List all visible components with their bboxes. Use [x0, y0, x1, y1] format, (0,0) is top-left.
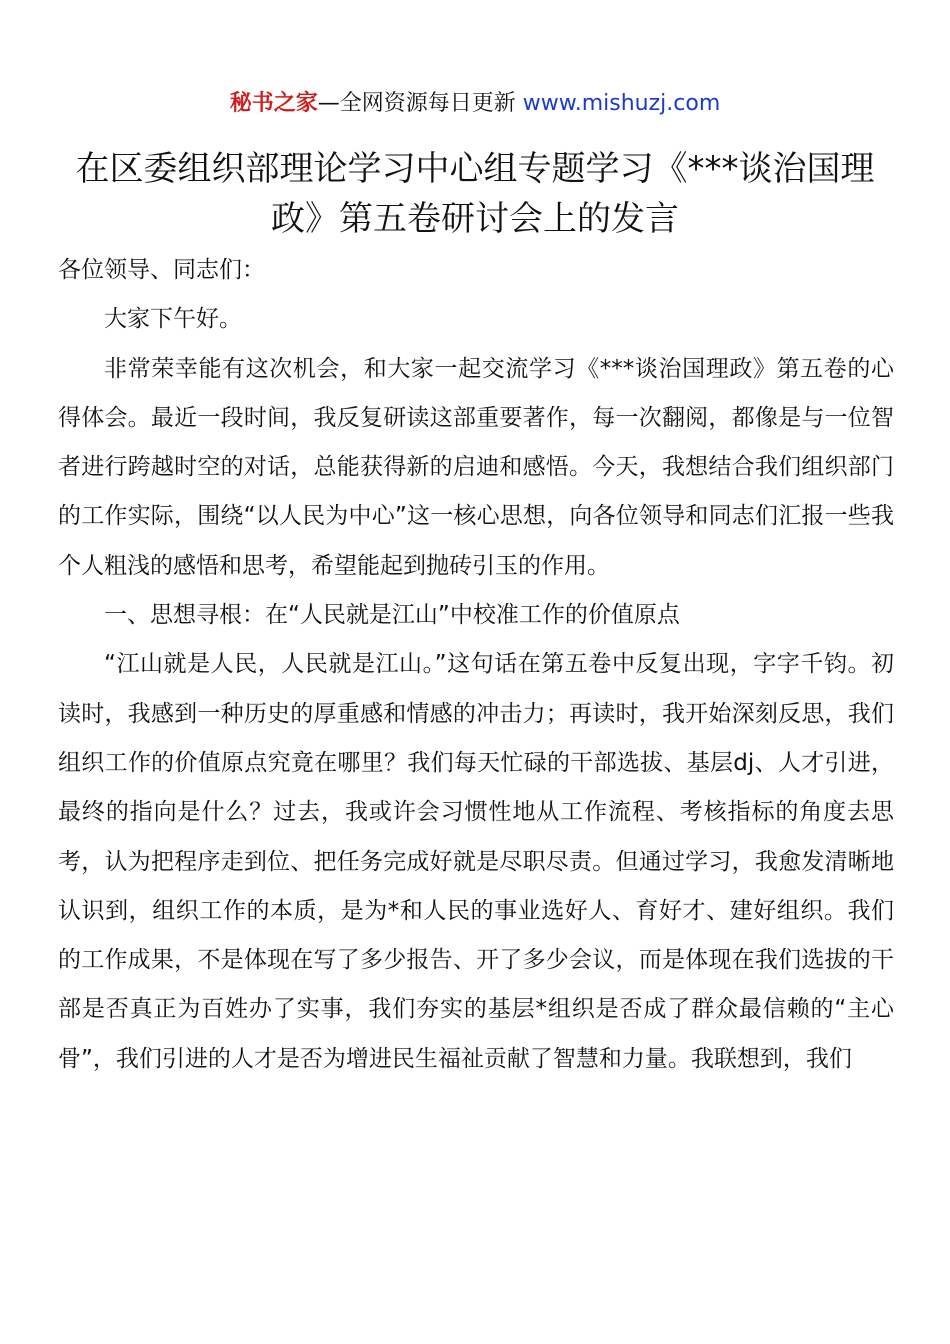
brand-name: 秘书之家 — [229, 91, 318, 116]
paragraph-intro: 非常荣幸能有这次机会，和大家一起交流学习《***谈治国理政》第五卷的心得体会。最近一段时间，我反复研读这部重要著作，每一次翻阅，都像是与一位智者进行跨越时空的对话，总能获得新的启迪和感悟。今天，我想结合我们组织部门的工作实际，围绕“以人民为中心”这一核心思想，向各位领导和同志们汇报一些我个人粗浅的感悟和思考，希望能起到抛砖引玉的作用。 — [58, 355, 894, 579]
site-banner — [0, 88, 950, 120]
banner-slogan: —全网资源每日更新 — [317, 91, 523, 116]
site-url-link[interactable]: www.mishuzj.com — [522, 91, 721, 116]
salutation: 各位领导、同志们： — [58, 257, 265, 283]
document-body — [58, 246, 894, 1084]
section-heading-1: 一、思想寻根：在“人民就是江山”中校准工作的价值原点 — [104, 602, 680, 629]
document-title: 在区委组织部理论学习中心组专题学习《***谈治国理政》第五卷研讨会上的发言 — [75, 149, 875, 239]
paragraph-greeting: 大家下午好。 — [104, 306, 242, 333]
paragraph-section-1: “江山就是人民，人民就是江山。”这句话在第五卷中反复出现，字字千钧。初读时，我感到一种历史的厚重感和情感的冲击力；再读时，我开始深刻反思，我们组织工作的价值原点究竟在哪里？我们每天忙碌的干部选拔、基层dj、人才引进，最终的指向是什么？过去，我或许会习惯性地从工作流程、考核指标的角度去思考，认为把程序走到位、把任务完成好就是尽职尽责。但通过学习，我愈发清晰地认识到，组织工作的本质，是为*和人民的事业选好人、育好才、建好组织。我们的工作成果，不是体现在写了多少报告、开了多少会议，而是体现在我们选拔的干部是否真正为百姓办了实事，我们夯实的基层*组织是否成了群众最信赖的“主心骨”，我们引进的人才是否为增进民生福祉贡献了智慧和力量。我联想到，我们 — [58, 651, 894, 1072]
